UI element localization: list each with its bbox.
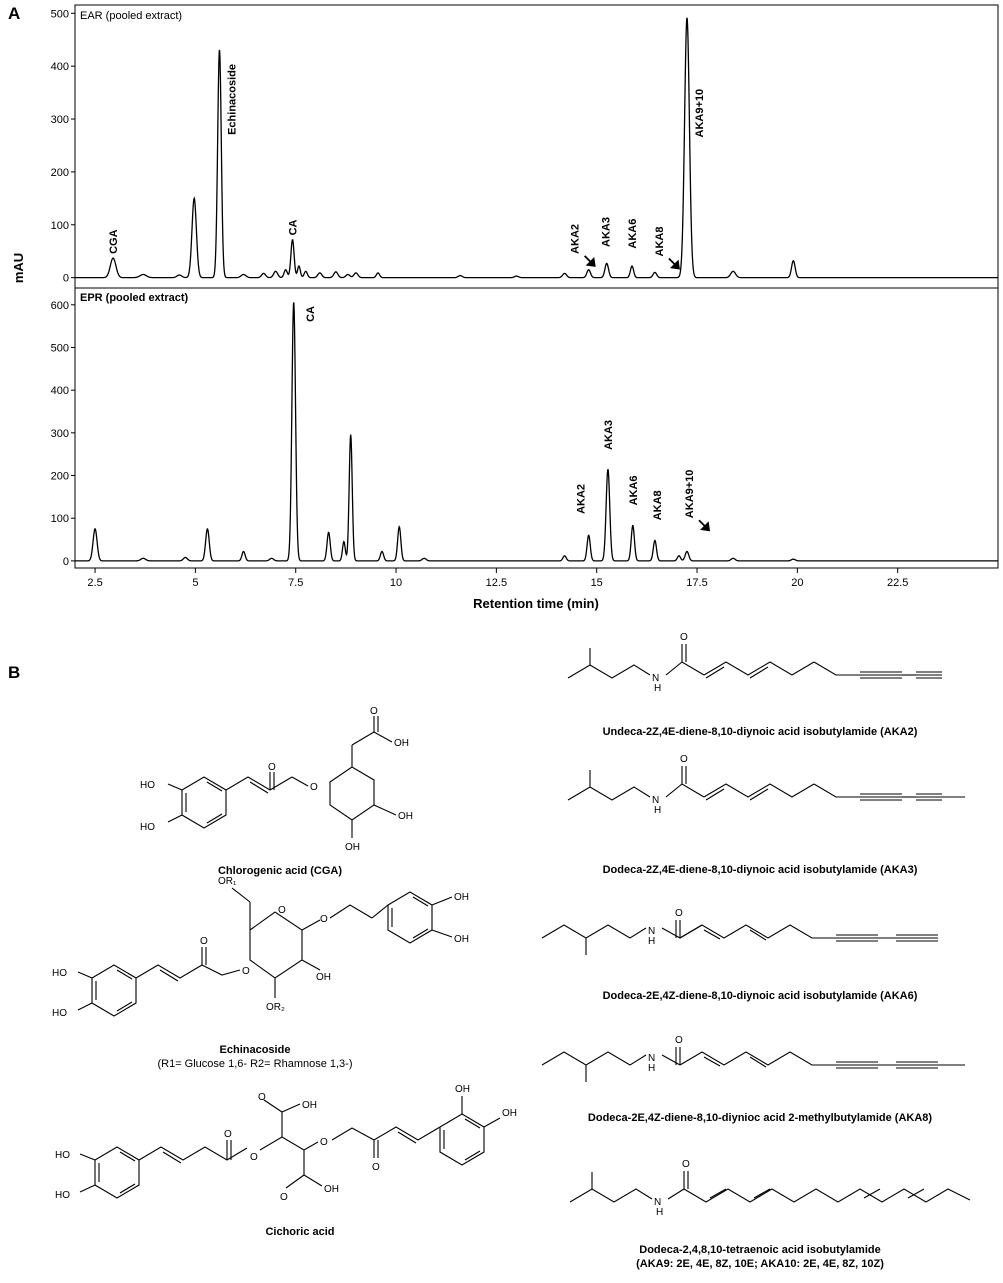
atom-o: O: [682, 1159, 690, 1170]
peak-label: AKA8: [653, 226, 666, 257]
panel-b-label: B: [8, 663, 21, 682]
y-tick-label: 300: [50, 427, 69, 440]
peak-label: Echinacoside: [226, 63, 239, 135]
peak-label: AKA8: [651, 490, 664, 521]
atom-ho: HO: [140, 822, 155, 833]
peak-label: AKA3: [602, 419, 615, 450]
atom-n: N: [648, 1053, 656, 1064]
atom-h: H: [654, 683, 662, 694]
atom-oh: OH: [502, 1108, 517, 1119]
caption-echinacoside: Echinacoside: [219, 1044, 291, 1056]
peak-arrow: [699, 520, 709, 530]
atom-o: O: [320, 914, 328, 925]
atom-o: O: [242, 966, 250, 977]
atom-o: O: [680, 632, 688, 643]
x-tick-label: 10: [389, 577, 403, 589]
y-tick-label: 100: [50, 513, 69, 526]
atom-h: H: [654, 805, 662, 816]
echinacoside-structure: [78, 888, 452, 1016]
atom-n: N: [652, 673, 660, 684]
atom-ho: HO: [52, 968, 67, 979]
ear-trace-group: [51, 8, 998, 284]
caption-cga: Chlorogenic acid (CGA): [217, 865, 343, 877]
y-tick-label: 200: [50, 166, 69, 179]
atom-ho: HO: [55, 1150, 70, 1161]
y-tick-label: 500: [50, 342, 69, 355]
atom-oh: OH: [454, 934, 469, 945]
atom-o: O: [680, 754, 688, 765]
caption-aka9: Dodeca-2,4,8,10-tetraenoic acid isobutylamide: [639, 1244, 881, 1256]
atom-o: O: [320, 1137, 328, 1148]
atom-ho: HO: [52, 1008, 67, 1019]
y-axis-label: mAU: [11, 252, 26, 284]
atom-oh: OH: [302, 1100, 317, 1111]
atom-o: O: [224, 1129, 232, 1140]
plot-frame: [75, 5, 998, 568]
caption-aka2: Undeca-2Z,4E-diene-8,10-diynoic acid isobutylamide (AKA2): [602, 726, 918, 738]
atom-o: O: [372, 1162, 380, 1173]
atom-o: O: [675, 1035, 683, 1046]
peak-label: CA: [287, 219, 300, 236]
atom-n: N: [654, 1197, 662, 1208]
y-tick-label: 200: [50, 470, 69, 483]
x-tick-label: 17.5: [686, 577, 708, 589]
atom-ho: HO: [55, 1190, 70, 1201]
peak-arrow: [585, 256, 595, 266]
x-tick-label: 20: [791, 577, 804, 589]
top-trace-title: EAR (pooled extract): [80, 10, 183, 22]
peak-label: AKA3: [600, 217, 613, 247]
atom-h: H: [648, 936, 656, 947]
caption-aka6: Dodeca-2E,4Z-diene-8,10-diynoic acid isobutylamide (AKA6): [602, 990, 918, 1002]
atom-oh: OH: [316, 972, 331, 983]
atom-o: O: [250, 1152, 258, 1163]
y-tick-label: 400: [50, 385, 69, 398]
epr-trace-group: [51, 300, 998, 589]
y-tick-label: 600: [50, 299, 69, 312]
atom-oh: OH: [455, 1084, 470, 1095]
peak-label: AKA6: [627, 475, 640, 506]
y-tick-label: 500: [50, 8, 69, 21]
aka3-structure: [568, 766, 965, 800]
atom-oh: OH: [454, 892, 469, 903]
atom-or1: OR₁: [218, 876, 237, 887]
atom-ho: HO: [140, 780, 155, 791]
atom-o: O: [200, 936, 208, 947]
atom-oh: OH: [345, 842, 360, 853]
peak-label: AKA2: [575, 483, 588, 514]
x-tick-label: 5: [192, 577, 199, 589]
y-tick-label: 100: [50, 219, 69, 232]
atom-h: H: [656, 1207, 664, 1218]
aka6-structure: [542, 920, 938, 955]
bottom-trace-title: EPR (pooled extract): [80, 292, 189, 304]
x-tick-label: 2.5: [87, 577, 103, 589]
atom-o: O: [268, 762, 276, 773]
aka8-structure: [542, 1047, 965, 1082]
aka9-structure: [570, 1171, 970, 1202]
peak-label: AKA9+10: [684, 469, 696, 519]
atom-oh: OH: [398, 811, 413, 822]
atom-n: N: [652, 795, 660, 806]
atom-oh: OH: [324, 1184, 339, 1195]
peak-label: AKA6: [627, 218, 639, 249]
atom-or2: OR₂: [266, 1002, 285, 1013]
peak-label: AKA9+10: [694, 88, 706, 138]
aka2-structure: [568, 644, 942, 678]
atom-o: O: [675, 908, 683, 919]
y-tick-label: 0: [62, 272, 69, 285]
cga-structure: [168, 716, 396, 838]
caption-aka8: Dodeca-2E,4Z-diene-8,10-diynioc acid 2-methylbutylamide (AKA8): [587, 1112, 933, 1124]
caption-echinacoside-note: (R1= Glucose 1,6- R2= Rhamnose 1,3-): [157, 1058, 353, 1070]
peak-label: CGA: [108, 229, 121, 254]
y-tick-label: 400: [50, 61, 69, 74]
atom-o: O: [370, 706, 378, 717]
atom-labels: [52, 632, 690, 1218]
x-tick-label: 7.5: [288, 577, 304, 589]
peak-label: AKA2: [569, 223, 582, 254]
x-tick-label: 22.5: [886, 577, 909, 589]
y-tick-label: 0: [62, 555, 69, 568]
atom-o: O: [310, 782, 318, 793]
atom-n: N: [648, 926, 656, 937]
chromatogram-panel: [11, 5, 998, 611]
peak-label: CA: [304, 306, 317, 322]
atom-oh: OH: [394, 738, 409, 749]
atom-o: O: [278, 905, 286, 916]
caption-aka9-note: (AKA9: 2E, 4E, 8Z, 10E; AKA10: 2E, 4E, 8Z, 10Z): [636, 1258, 884, 1270]
x-axis-label: Retention time (min): [473, 596, 599, 611]
x-tick-label: 12.5: [485, 577, 508, 589]
y-tick-label: 300: [50, 114, 69, 127]
panel-a-label: A: [8, 4, 21, 23]
epr-chromatogram-line: [75, 302, 998, 561]
caption-cichoric: Cichoric acid: [265, 1226, 335, 1238]
atom-h: H: [648, 1063, 656, 1074]
ear-chromatogram-line: [75, 18, 998, 278]
atom-o: O: [280, 1192, 288, 1203]
peak-arrow: [669, 259, 679, 269]
cichoric-structure: [80, 1096, 500, 1198]
caption-aka3: Dodeca-2Z,4E-diene-8,10-diynoic acid isobutylamide (AKA3): [602, 864, 918, 876]
atom-o: O: [258, 1092, 266, 1103]
x-tick-label: 15: [590, 577, 603, 589]
